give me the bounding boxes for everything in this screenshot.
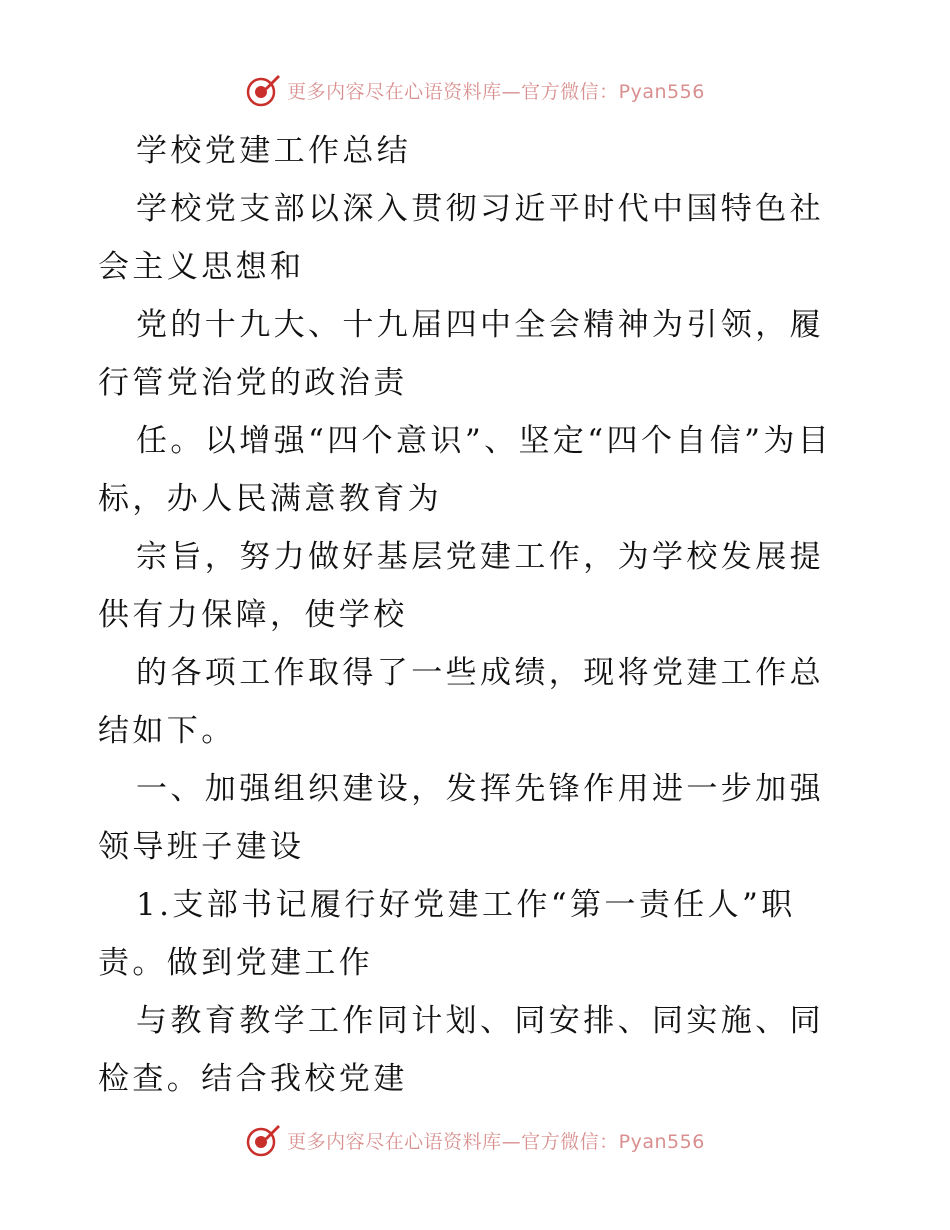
watermark-text: 更多内容尽在心语资料库—官方微信：Pyan556	[287, 80, 705, 103]
paragraph: 与教育教学工作同计划、同安排、同实施、同检查。结合我校党建	[98, 1003, 824, 1097]
paragraph: 的各项工作取得了一些成绩，现将党建工作总结如下。	[98, 655, 824, 749]
watermark-text: 更多内容尽在心语资料库—官方微信：Pyan556	[287, 1130, 705, 1153]
section-heading: 一、加强组织建设，发挥先锋作用进一步加强领导班子建设	[98, 771, 824, 865]
document-body	[98, 122, 858, 1108]
paragraph: 党的十九大、十九届四中全会精神为引领，履行管党治党的政治责	[98, 307, 824, 401]
paragraph: 宗旨，努力做好基层党建工作，为学校发展提供有力保障，使学校	[98, 539, 824, 633]
watermark-header	[0, 70, 950, 110]
paragraph: 1.支部书记履行好党建工作“第一责任人”职责。做到党建工作	[98, 887, 796, 981]
red-pen-seal-icon	[245, 1122, 281, 1158]
paragraph: 任。以增强“四个意识”、坚定“四个自信”为目标，办人民满意教育为	[98, 423, 833, 517]
red-pen-seal-icon	[245, 72, 281, 108]
document-title: 学校党建工作总结	[136, 133, 412, 169]
paragraph: 学校党支部以深入贯彻习近平时代中国特色社会主义思想和	[98, 191, 824, 285]
watermark-footer	[0, 1120, 950, 1160]
